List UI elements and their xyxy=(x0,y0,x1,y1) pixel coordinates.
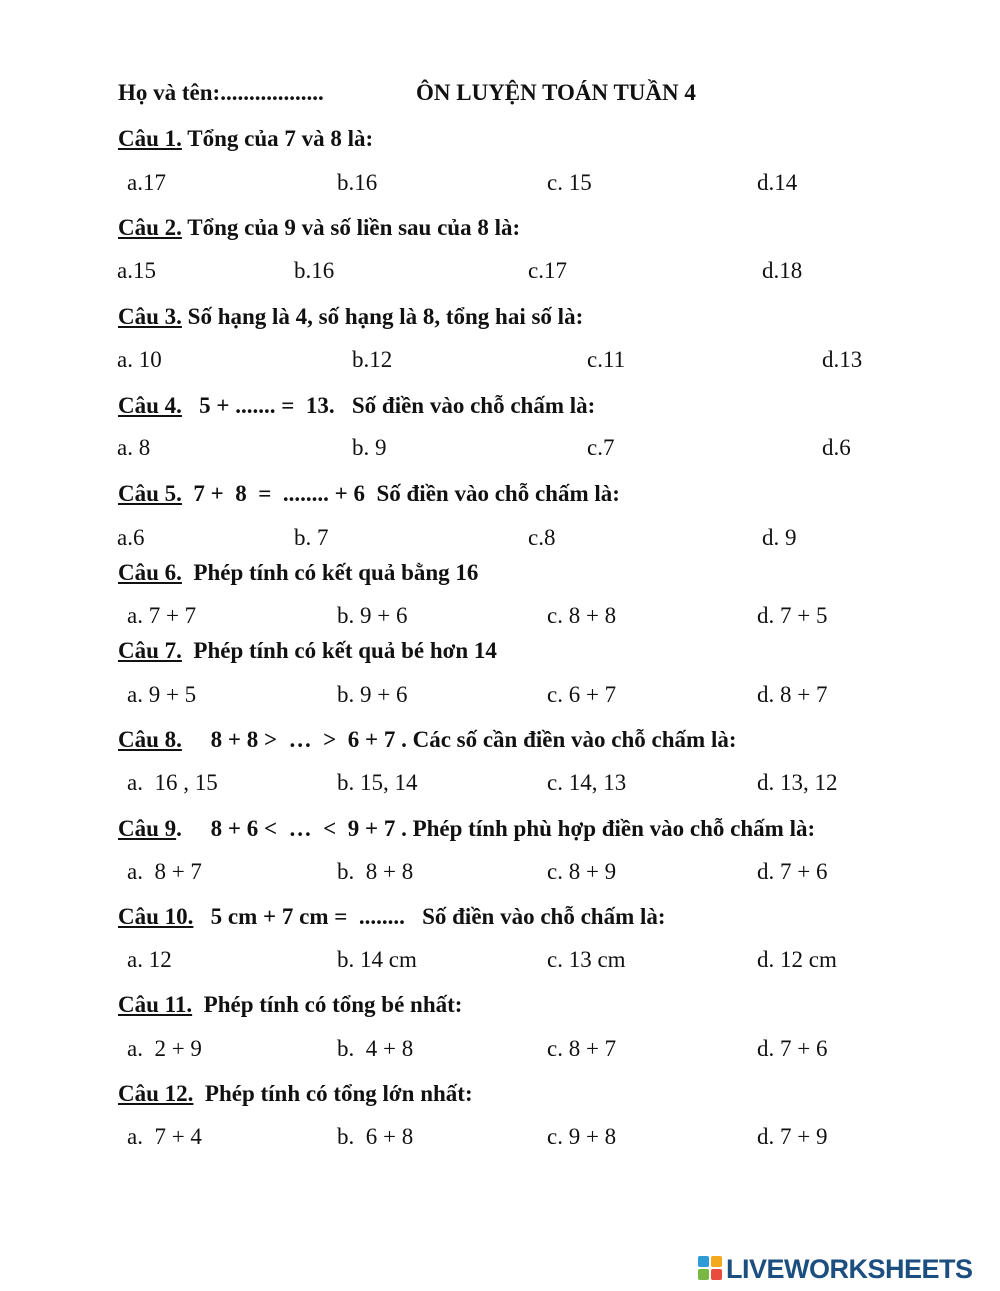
question-label: Câu 5. xyxy=(118,481,182,506)
answer-option-b[interactable]: b. 14 cm xyxy=(337,947,417,972)
answer-option-a[interactable]: a.15 xyxy=(117,258,156,283)
answer-row-5 xyxy=(0,525,1000,555)
logo-tile-icon xyxy=(698,1256,709,1267)
answer-option-a[interactable]: a. 12 xyxy=(127,947,172,972)
question-9 xyxy=(118,816,815,842)
logo-tile-icon xyxy=(698,1269,709,1280)
worksheet-header xyxy=(118,80,918,114)
question-3 xyxy=(118,304,583,330)
question-text: 5 + ....... = 13. Số điền vào chỗ chấm là: xyxy=(181,393,596,418)
question-label: Câu 2. xyxy=(118,215,182,240)
answer-option-d[interactable]: d. 9 xyxy=(762,525,797,550)
answer-row-1 xyxy=(0,170,1000,200)
answer-option-a[interactable]: a. 8 + 7 xyxy=(127,859,202,884)
answer-row-3 xyxy=(0,347,1000,377)
answer-option-b[interactable]: b.12 xyxy=(352,347,393,372)
question-5 xyxy=(118,481,620,507)
answer-option-a[interactable]: a. 2 + 9 xyxy=(127,1036,202,1061)
answer-row-10 xyxy=(0,947,1000,977)
question-11 xyxy=(118,992,462,1018)
answer-option-d[interactable]: d.13 xyxy=(822,347,863,372)
question-label: Câu 9 xyxy=(118,816,177,841)
answer-option-a[interactable]: a. 16 , 15 xyxy=(127,770,218,795)
question-label: Câu 11. xyxy=(118,992,193,1017)
answer-row-2 xyxy=(0,258,1000,288)
question-text: Phép tính có kết quả bằng 16 xyxy=(181,560,479,585)
answer-option-b[interactable]: b. 7 xyxy=(294,525,329,550)
answer-option-a[interactable]: a.6 xyxy=(117,525,145,550)
answer-option-d[interactable]: d. 7 + 6 xyxy=(757,1036,828,1061)
answer-option-c[interactable]: c. 8 + 8 xyxy=(547,603,617,628)
question-4 xyxy=(118,393,595,419)
answer-option-a[interactable]: a. 9 + 5 xyxy=(127,682,197,707)
question-8 xyxy=(118,727,737,753)
question-label: Câu 8. xyxy=(118,727,182,752)
answer-option-d[interactable]: d. 12 cm xyxy=(757,947,837,972)
question-label: Câu 10. xyxy=(118,904,194,929)
question-text: . 8 + 6 < … < 9 + 7 . Phép tính phù hợp điền vào chỗ chấm là: xyxy=(176,816,816,841)
liveworksheets-logo-icon xyxy=(698,1256,724,1282)
answer-option-b[interactable]: b. 9 xyxy=(352,435,387,460)
answer-option-b[interactable]: b.16 xyxy=(294,258,335,283)
answer-option-c[interactable]: c. 8 + 7 xyxy=(547,1036,617,1061)
question-text: 8 + 8 > … > 6 + 7 . Các số cần điền vào chỗ chấm là: xyxy=(181,727,737,752)
logo-tile-icon xyxy=(711,1256,722,1267)
answer-option-a[interactable]: a. 7 + 4 xyxy=(127,1124,202,1149)
question-label: Câu 1. xyxy=(118,126,182,151)
liveworksheets-logo[interactable] xyxy=(698,1253,973,1285)
answer-option-d[interactable]: d.6 xyxy=(822,435,851,460)
answer-option-d[interactable]: d.18 xyxy=(762,258,803,283)
question-text: 7 + 8 = ........ + 6 Số điền vào chỗ chấm là: xyxy=(181,481,620,506)
answer-option-b[interactable]: b. 6 + 8 xyxy=(337,1124,414,1149)
answer-option-c[interactable]: c. 9 + 8 xyxy=(547,1124,617,1149)
answer-option-c[interactable]: c. 15 xyxy=(547,170,592,195)
question-label: Câu 4. xyxy=(118,393,182,418)
logo-tile-icon xyxy=(711,1269,722,1280)
answer-option-b[interactable]: b.16 xyxy=(337,170,378,195)
answer-option-b[interactable]: b. 4 + 8 xyxy=(337,1036,414,1061)
answer-option-d[interactable]: d. 7 + 6 xyxy=(757,859,828,884)
question-6 xyxy=(118,560,478,586)
answer-option-d[interactable]: d. 7 + 5 xyxy=(757,603,828,628)
question-12 xyxy=(118,1081,473,1107)
answer-row-7 xyxy=(0,682,1000,712)
question-text: Tổng của 9 và số liền sau của 8 là: xyxy=(181,215,521,240)
answer-option-c[interactable]: c. 6 + 7 xyxy=(547,682,617,707)
answer-option-c[interactable]: c. 14, 13 xyxy=(547,770,627,795)
answer-option-d[interactable]: d. 7 + 9 xyxy=(757,1124,828,1149)
answer-option-b[interactable]: b. 9 + 6 xyxy=(337,682,408,707)
question-text: 5 cm + 7 cm = ........ Số điền vào chỗ chấm là: xyxy=(193,904,666,929)
question-text: Phép tính có kết quả bé hơn 14 xyxy=(181,638,497,663)
answer-row-9 xyxy=(0,859,1000,889)
answer-option-c[interactable]: c.11 xyxy=(587,347,626,372)
question-text: Tổng của 7 và 8 là: xyxy=(181,126,374,151)
answer-option-a[interactable]: a. 7 + 7 xyxy=(127,603,197,628)
answer-option-b[interactable]: b. 15, 14 xyxy=(337,770,418,795)
answer-option-c[interactable]: c. 8 + 9 xyxy=(547,859,617,884)
logo-text: LIVEWORKSHEETS xyxy=(726,1253,973,1284)
answer-row-11 xyxy=(0,1036,1000,1066)
question-label: Câu 12. xyxy=(118,1081,194,1106)
answer-option-c[interactable]: c.8 xyxy=(528,525,556,550)
answer-option-c[interactable]: c. 13 cm xyxy=(547,947,626,972)
question-2 xyxy=(118,215,520,241)
question-1 xyxy=(118,126,373,152)
answer-row-8 xyxy=(0,770,1000,800)
question-10 xyxy=(118,904,666,930)
question-text: Số hạng là 4, số hạng là 8, tổng hai số là: xyxy=(181,304,584,329)
answer-option-a[interactable]: a.17 xyxy=(127,170,166,195)
question-7 xyxy=(118,638,497,664)
answer-option-b[interactable]: b. 9 + 6 xyxy=(337,603,408,628)
answer-option-c[interactable]: c.7 xyxy=(587,435,615,460)
answer-row-12 xyxy=(0,1124,1000,1154)
student-name-field[interactable]: Họ và tên:.................. xyxy=(118,80,324,105)
answer-row-4 xyxy=(0,435,1000,465)
answer-option-b[interactable]: b. 8 + 8 xyxy=(337,859,414,884)
answer-row-6 xyxy=(0,603,1000,633)
answer-option-c[interactable]: c.17 xyxy=(528,258,567,283)
question-label: Câu 6. xyxy=(118,560,182,585)
answer-option-d[interactable]: d. 13, 12 xyxy=(757,770,838,795)
page-title: ÔN LUYỆN TOÁN TUẦN 4 xyxy=(416,80,696,105)
answer-option-a[interactable]: a. 10 xyxy=(117,347,162,372)
question-text: Phép tính có tổng lớn nhất: xyxy=(193,1081,473,1106)
answer-option-d[interactable]: d.14 xyxy=(757,170,798,195)
answer-option-a[interactable]: a. 8 xyxy=(117,435,151,460)
question-text: Phép tính có tổng bé nhất: xyxy=(192,992,463,1017)
answer-option-d[interactable]: d. 8 + 7 xyxy=(757,682,828,707)
question-label: Câu 7. xyxy=(118,638,182,663)
question-label: Câu 3. xyxy=(118,304,182,329)
